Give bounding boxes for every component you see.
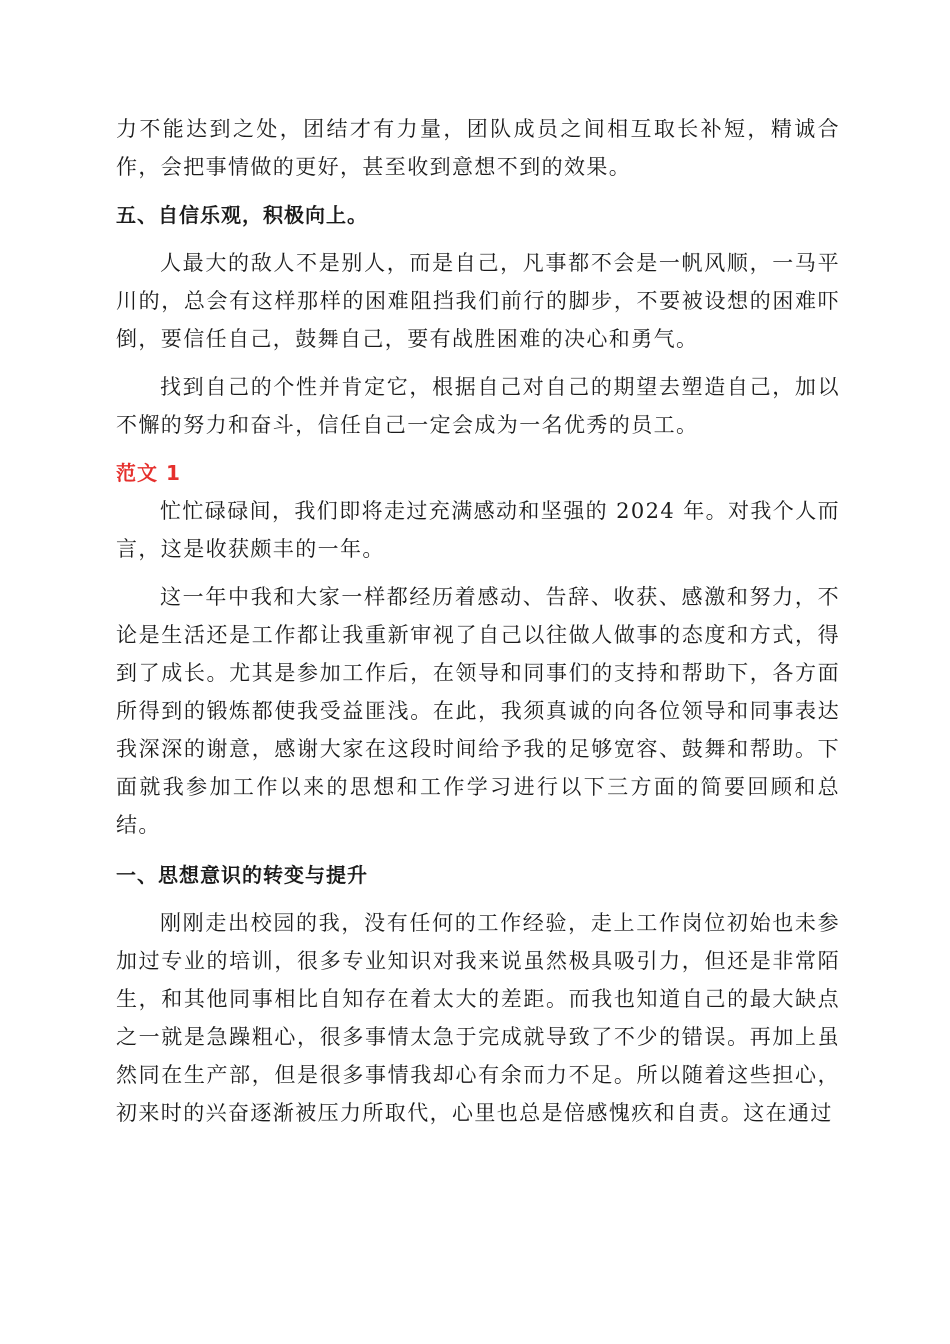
paragraph-this-year: 这一年中我和大家一样都经历着感动、告辞、收获、感激和努力，不论是生活还是工作都让我重新审视了自己以往做人做事的态度和方式，得到了成长。尤其是参加工作后，在领导和同事们的支持和帮助下，各方面所得到的锻炼都使我受益匪浅。在此，我须真诚的向各位领导和同事表达我深深的谢意，感谢大家在这段时间给予我的足够宽容、鼓舞和帮助。下面就我参加工作以来的思想和工作学习进行以下三方面的简要回顾和总结。 (116, 585, 840, 837)
paragraph-greatest-enemy: 人最大的敌人不是别人，而是自己，凡事都不会是一帆风顺，一马平川的，总会有这样那样的困难阻挡我们前行的脚步，不要被设想的困难吓倒，要信任自己，鼓舞自己，要有战胜困难的决心和勇气。 (116, 251, 840, 351)
paragraph-leaving-campus: 刚刚走出校园的我，没有任何的工作经验，走上工作岗位初始也未参加过专业的培训，很多专业知识对我来说虽然极具吸引力，但还是非常陌生，和其他同事相比自知存在着太大的差距。而我也知道自己的最大缺点之一就是急躁粗心，很多事情太急于完成就导致了不少的错误。再加上虽然同在生产部，但是很多事情我却心有余而力不足。所以随着这些担心，初来时的兴奋逐渐被压力所取代，心里也总是倍感愧疚和自责。这在通过 (116, 911, 840, 1125)
document-page (116, 110, 840, 1132)
heading-section-five: 五、自信乐观，积极向上。 (116, 203, 368, 227)
paragraph-find-yourself: 找到自己的个性并肯定它，根据自己对自己的期望去塑造自己，加以不懈的努力和奋斗，信任自己一定会成为一名优秀的员工。 (116, 375, 840, 437)
paragraph-teamwork-continued: 力不能达到之处，团结才有力量，团队成员之间相互取长补短，精诚合作，会把事情做的更好，甚至收到意想不到的效果。 (116, 117, 840, 179)
heading-section-one: 一、思想意识的转变与提升 (116, 863, 368, 887)
heading-sample-essay: 范文 1 (116, 461, 181, 485)
paragraph-busy-year: 忙忙碌碌间，我们即将走过充满感动和坚强的 2024 年。对我个人而言，这是收获颇丰的一年。 (116, 499, 840, 561)
